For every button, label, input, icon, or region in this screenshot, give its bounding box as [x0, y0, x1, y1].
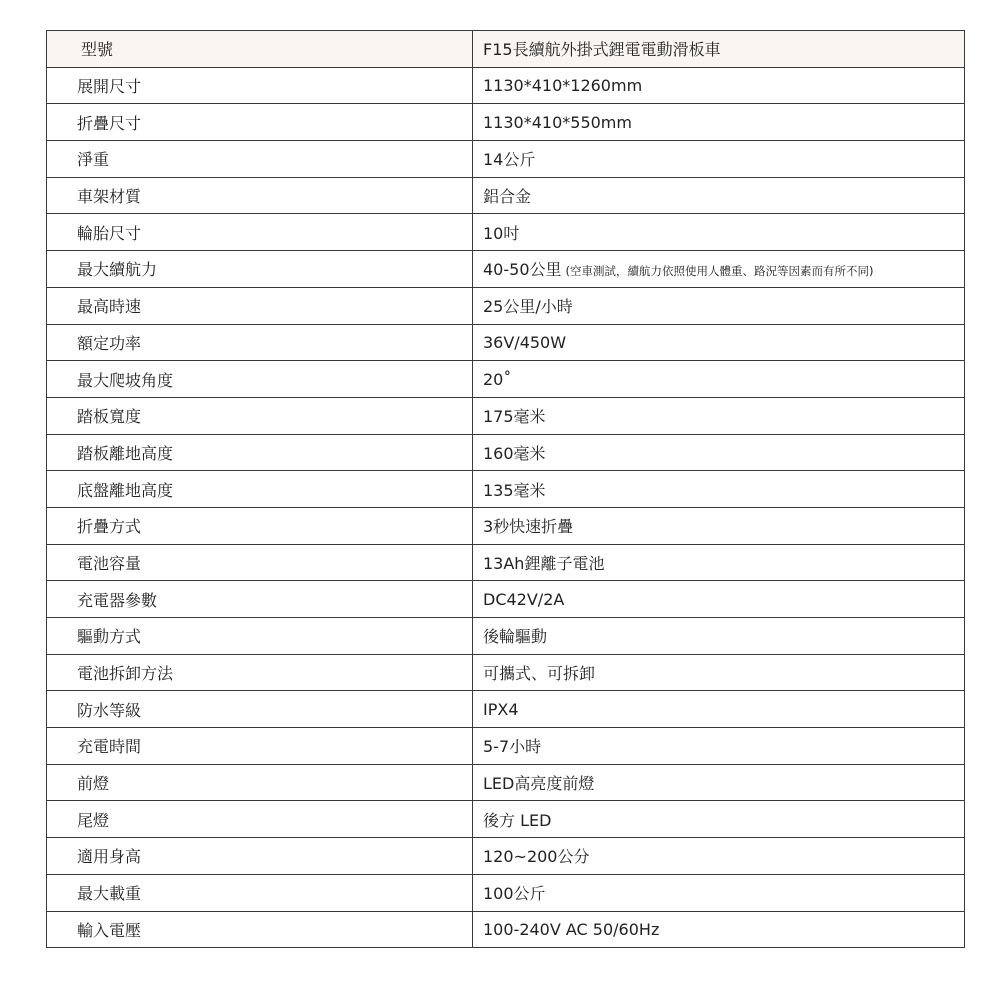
table-row [47, 177, 965, 214]
spec-label: 前燈 [47, 764, 473, 801]
spec-label: 淨重 [47, 141, 473, 178]
table-row [47, 874, 965, 911]
spec-label: 輸入電壓 [47, 911, 473, 948]
spec-value: 40-50公里 [483, 260, 562, 280]
spec-label: 防水等級 [47, 691, 473, 728]
table-row [47, 104, 965, 141]
spec-value-cell [473, 434, 965, 471]
spec-label: 充電器參數 [47, 581, 473, 618]
table-row [47, 838, 965, 875]
spec-value-cell [473, 618, 965, 655]
spec-label: 車架材質 [47, 177, 473, 214]
spec-value: 100公斤 [483, 884, 546, 904]
spec-label: 適用身高 [47, 838, 473, 875]
spec-value-cell [473, 67, 965, 104]
table-row [47, 361, 965, 398]
table-row [47, 654, 965, 691]
spec-value-cell [473, 324, 965, 361]
spec-label: 電池拆卸方法 [47, 654, 473, 691]
spec-value: 1130*410*550mm [483, 112, 632, 132]
spec-value-cell [473, 801, 965, 838]
spec-label: 折疊尺寸 [47, 104, 473, 141]
spec-value-cell [473, 471, 965, 508]
spec-value: 36V/450W [483, 332, 567, 352]
spec-label: 踏板離地高度 [47, 434, 473, 471]
spec-value: 14公斤 [483, 150, 536, 170]
spec-value: 5-7小時 [483, 737, 542, 757]
spec-value-cell [473, 507, 965, 544]
spec-value: 175毫米 [483, 407, 546, 427]
header-value: F15長續航外掛式鋰電電動滑板車 [473, 31, 965, 68]
spec-value-cell [473, 544, 965, 581]
spec-value: IPX4 [483, 699, 519, 719]
table-row [47, 581, 965, 618]
spec-value: 160毫米 [483, 443, 546, 463]
table-row [47, 764, 965, 801]
table-row [47, 507, 965, 544]
spec-value: 後輪驅動 [483, 627, 548, 647]
spec-value: LED高亮度前燈 [483, 774, 595, 794]
spec-value: 135毫米 [483, 480, 546, 500]
spec-label: 底盤離地高度 [47, 471, 473, 508]
table-row [47, 471, 965, 508]
spec-value: 100-240V AC 50/60Hz [483, 919, 660, 939]
spec-label: 最大續航力 [47, 251, 473, 288]
spec-table [46, 30, 965, 948]
spec-label: 輪胎尺寸 [47, 214, 473, 251]
spec-value: 可攜式、可拆卸 [483, 664, 596, 684]
spec-value-cell [473, 874, 965, 911]
table-row [47, 141, 965, 178]
spec-value: 120~200公分 [483, 847, 590, 867]
spec-value-cell [473, 654, 965, 691]
spec-value: 3秒快速折疊 [483, 517, 574, 537]
spec-value: 10吋 [483, 223, 520, 243]
table-row [47, 287, 965, 324]
table-row [47, 67, 965, 104]
spec-value-cell [473, 361, 965, 398]
table-row [47, 691, 965, 728]
spec-value-cell [473, 691, 965, 728]
spec-value-cell [473, 764, 965, 801]
table-row [47, 801, 965, 838]
spec-label: 最大爬坡角度 [47, 361, 473, 398]
table-row [47, 618, 965, 655]
header-label: 型號 [47, 31, 473, 68]
spec-label: 額定功率 [47, 324, 473, 361]
table-row [47, 911, 965, 948]
spec-value-cell [473, 911, 965, 948]
table-row [47, 251, 965, 288]
spec-value-cell [473, 287, 965, 324]
table-row [47, 728, 965, 765]
spec-label: 驅動方式 [47, 618, 473, 655]
spec-value-cell [473, 397, 965, 434]
spec-value-cell [473, 141, 965, 178]
table-row [47, 397, 965, 434]
spec-label: 電池容量 [47, 544, 473, 581]
spec-table-body [47, 31, 965, 948]
spec-label: 展開尺寸 [47, 67, 473, 104]
spec-value: 鋁合金 [483, 187, 532, 207]
spec-value: 25公里/小時 [483, 297, 573, 317]
spec-value-cell [473, 581, 965, 618]
spec-value-cell [473, 728, 965, 765]
spec-value-cell [473, 251, 965, 288]
table-row [47, 214, 965, 251]
spec-value-cell [473, 104, 965, 141]
spec-label: 折疊方式 [47, 507, 473, 544]
spec-value-cell [473, 214, 965, 251]
spec-value: 13Ah鋰離子電池 [483, 553, 605, 573]
spec-label: 最高時速 [47, 287, 473, 324]
spec-value: 後方 LED [483, 810, 552, 830]
spec-label: 最大載重 [47, 874, 473, 911]
table-row [47, 324, 965, 361]
table-row [47, 434, 965, 471]
spec-value-cell [473, 838, 965, 875]
spec-label: 充電時間 [47, 728, 473, 765]
spec-value: 1130*410*1260mm [483, 76, 643, 96]
spec-value-cell [473, 177, 965, 214]
header-row [47, 31, 965, 68]
spec-value: 20˚ [483, 369, 512, 389]
spec-label: 踏板寬度 [47, 397, 473, 434]
spec-note: (空車測試，續航力依照使用人體重、路況等因素而有所不同) [565, 264, 874, 279]
spec-value: DC42V/2A [483, 589, 565, 609]
spec-label: 尾燈 [47, 801, 473, 838]
table-row [47, 544, 965, 581]
